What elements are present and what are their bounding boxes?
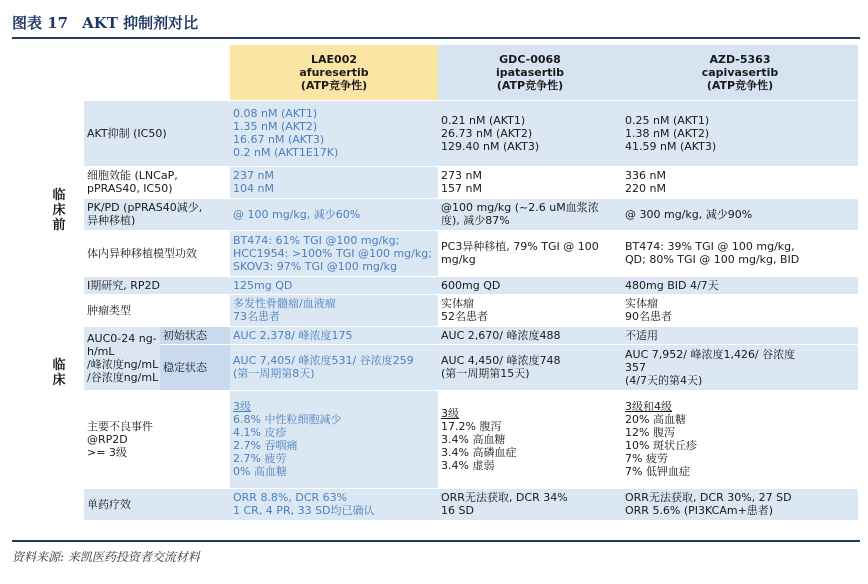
auc-steady-label: 稳定状态 (160, 344, 230, 390)
clinical-label: 临床 (52, 358, 66, 388)
row-xenograft (46, 230, 858, 276)
auc-label: AUC0-24 ng- h/mL /峰浓度ng/mL /谷浓度ng/mL (84, 326, 160, 390)
header-gdc0068: GDC-0068 ipatasertib (ATP竞争性) (438, 45, 622, 100)
cell-gdc: 3级 17.2% 腹泻 3.4% 高血糖 3.4% 高磷血症 3.4% 虚弱 (438, 390, 622, 488)
cell-gdc: AUC 2,670/ 峰浓度488 (438, 326, 622, 344)
figure-number: 图表 17 (12, 14, 69, 32)
cell-gdc: 实体瘤 52名患者 (438, 294, 622, 326)
cell-azd: @ 300 mg/kg, 减少90% (622, 198, 858, 230)
preclinical-label: 临床前 (52, 188, 66, 233)
cell-azd: BT474: 39% TGI @ 100 mg/kg, QD; 80% TGI @ 100 mg/kg, BID (622, 230, 858, 276)
row-adverse-events (46, 390, 858, 488)
figure-title-text: AKT 抑制剂对比 (82, 14, 199, 32)
row-label: 体内异种移植模型功效 (84, 230, 230, 276)
cell-lae: AUC 2,378/ 峰浓度175 (230, 326, 438, 344)
row-label: I期研究, RP2D (84, 276, 230, 294)
cell-lae: 多发性骨髓瘤/血液瘤 73名患者 (230, 294, 438, 326)
cell-lae: 125mg QD (230, 276, 438, 294)
auc-initial-label: 初始状态 (160, 326, 230, 344)
row-ic50 (46, 100, 858, 166)
comparison-table (46, 45, 858, 521)
cell-gdc: 0.21 nM (AKT1) 26.73 nM (AKT2) 129.40 nM (AKT3) (438, 100, 622, 166)
row-auc-steady (46, 344, 858, 390)
cell-azd: AUC 7,952/ 峰浓度1,426/ 谷浓度 357 (4/7天的第4天) (622, 344, 858, 390)
row-auc-initial (46, 326, 858, 344)
cell-lae: BT474: 61% TGI @100 mg/kg; HCC1954: >100% TGI @100 mg/kg; SKOV3: 97% TGI @100 mg/kg (230, 230, 438, 276)
header-lae002: LAE002 afuresertib (ATP竞争性) (230, 45, 438, 100)
row-label: 单药疗效 (84, 488, 230, 520)
cell-azd: 不适用 (622, 326, 858, 344)
cell-lae: @ 100 mg/kg, 减少60% (230, 198, 438, 230)
cell-gdc: 273 nM 157 nM (438, 166, 622, 198)
cell-azd: 0.25 nM (AKT1) 1.38 nM (AKT2) 41.59 nM (AKT3) (622, 100, 858, 166)
cell-lae: AUC 7,405/ 峰浓度531/ 谷浓度259 (第一周期第8天) (230, 344, 438, 390)
cell-azd: 336 nM 220 nM (622, 166, 858, 198)
row-label: AKT抑制 (IC50) (84, 100, 230, 166)
row-rp2d (46, 276, 858, 294)
row-label: 肿瘤类型 (84, 294, 230, 326)
row-label: PK/PD (pPRAS40减少, 异种移植) (84, 198, 230, 230)
header-azd5363: AZD-5363 capivasertib (ATP竞争性) (622, 45, 858, 100)
cell-azd: 480mg BID 4/7天 (622, 276, 858, 294)
source-note: 资料来源: 来凯医药投资者交流材料 (12, 540, 860, 565)
cell-azd: ORR无法获取, DCR 30%, 27 SD ORR 5.6% (PI3KCAm+患者) (622, 488, 858, 520)
row-label: 主要不良事件 @RP2D >= 3级 (84, 390, 230, 488)
row-pkpd (46, 198, 858, 230)
cell-gdc: PC3异种移植, 79% TGI @ 100 mg/kg (438, 230, 622, 276)
figure-title (12, 9, 860, 39)
cell-azd: 3级和4级 20% 高血糖 12% 腹泻 10% 斑状丘疹 7% 疲劳 7% 低钾血症 (622, 390, 858, 488)
cell-gdc: @100 mg/kg (~2.6 uM血浆浓 度), 减少87% (438, 198, 622, 230)
cell-gdc: 600mg QD (438, 276, 622, 294)
cell-gdc: ORR无法获取, DCR 34% 16 SD (438, 488, 622, 520)
cell-lae: 3级 6.8% 中性粒细胞减少 4.1% 皮疹 2.7% 吞咽痛 2.7% 疲劳 0% 高血糖 (230, 390, 438, 488)
cell-gdc: AUC 4,450/ 峰浓度748 (第一周期第15天) (438, 344, 622, 390)
header-row (46, 45, 858, 100)
cell-lae: ORR 8.8%, DCR 63% 1 CR, 4 PR, 33 SD均已确认 (230, 488, 438, 520)
cell-azd: 实体瘤 90名患者 (622, 294, 858, 326)
cell-lae: 237 nM 104 nM (230, 166, 438, 198)
row-label: 细胞效能 (LNCaP, pPRAS40, IC50) (84, 166, 230, 198)
cell-lae: 0.08 nM (AKT1) 1.35 nM (AKT2) 16.67 nM (AKT3) 0.2 nM (AKT1E17K) (230, 100, 438, 166)
row-tumor-type (46, 294, 858, 326)
row-efficacy (46, 488, 858, 520)
row-cell-potency (46, 166, 858, 198)
